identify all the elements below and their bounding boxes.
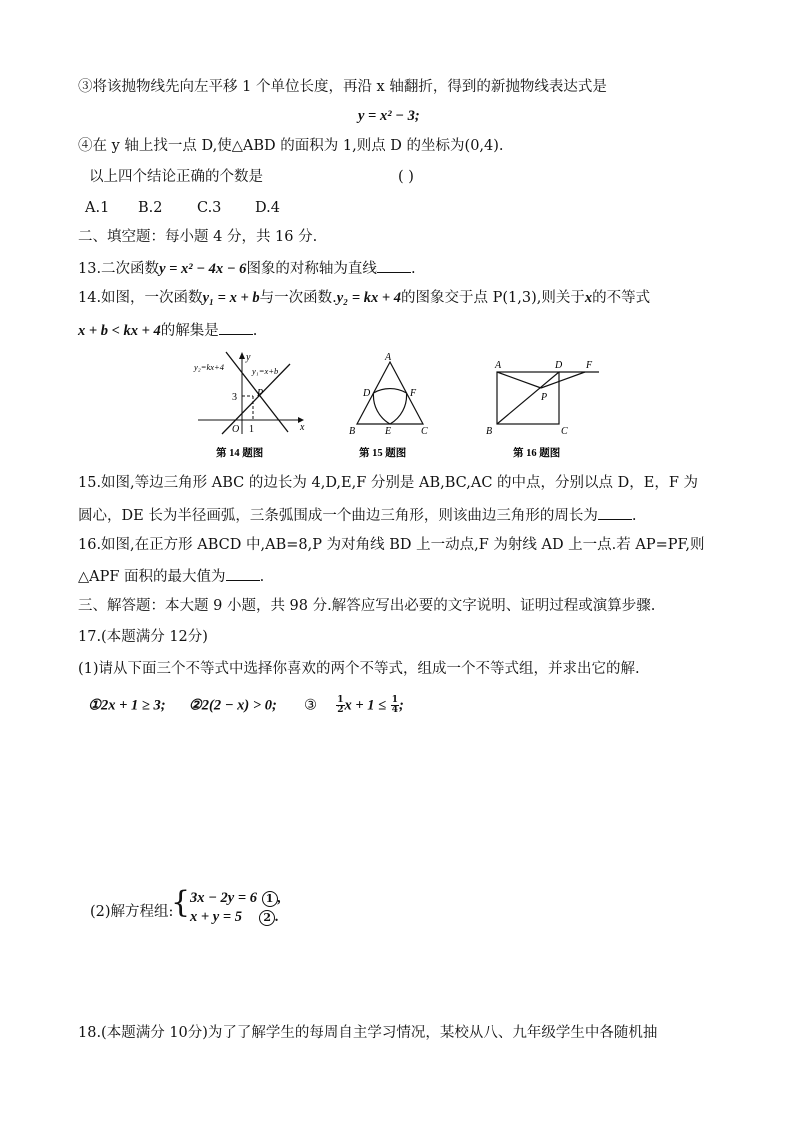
q13-post: 图象的对称轴为直线 <box>246 261 377 277</box>
fig16-label-c: C <box>561 426 568 437</box>
q17-ineq-3-end: ; <box>399 697 404 714</box>
q13 <box>78 258 416 278</box>
q17-ineq-3-mid: x + 1 ≤ <box>344 697 387 714</box>
q14-var: x <box>584 290 593 306</box>
q15-line2 <box>78 505 636 525</box>
figure-14 <box>190 350 310 466</box>
section-2-heading: 二、填空题：每小题 4 分，共 16 分. <box>78 229 318 245</box>
fig16-label-d: D <box>555 360 563 371</box>
eq2-end: . <box>275 909 279 925</box>
eq2-mark: 2 <box>259 910 275 926</box>
q13-end: . <box>410 261 416 277</box>
q17-part1: (1)请从下面三个不等式中选择你喜欢的两个不等式，组成一个不等式组，并求出它的解. <box>78 661 640 677</box>
q13-blank <box>377 258 411 273</box>
section-3-heading: 三、解答题：本大题 9 小题，共 98 分.解答应写出必要的文字说明、证明过程或演算步骤. <box>78 598 656 614</box>
figure-14-svg <box>190 350 310 462</box>
q14-post: 的图象交于点 P(1,3),则关于 <box>400 290 585 306</box>
q17-inequalities <box>88 696 404 715</box>
q15-line1: 15.如图,等边三角形 ABC 的边长为 4,D,E,F 分别是 AB,BC,AC 的中点，分别以点 D，E，F 为 <box>78 475 699 491</box>
system-eq-1 <box>190 890 281 907</box>
fig14-label-o: O <box>232 424 240 435</box>
q14-line1-end: 的不等式 <box>592 290 651 306</box>
eq1-mark: 1 <box>262 891 278 907</box>
fig14-y-arrow <box>239 352 245 359</box>
fig16-label-b: B <box>486 426 493 437</box>
q13-formula: y = x² − 4x − 6 <box>159 261 247 277</box>
q18-line1: 18.(本题满分 10分)为了了解学生的每周自主学习情况，某校从八、九年级学生中各随机抽 <box>78 1025 658 1041</box>
q16-line1: 16.如图,在正方形 ABCD 中,AB=8,P 为对角线 BD 上一动点,F 为射线 AD 上一点.若 AP=PF,则 <box>78 537 705 553</box>
fig16-diagonal-bd <box>497 372 559 424</box>
system-eq-2 <box>190 909 279 926</box>
q17-ineq-3-frac-left: $\frac{1}{2}$ <box>337 695 344 715</box>
figure-15-svg <box>345 350 441 462</box>
fig16-segment-ap <box>497 372 541 388</box>
fig14-label-3: 3 <box>232 392 237 403</box>
fig15-label-d: D <box>363 388 371 399</box>
fig14-label-y1: y₁=x+b <box>252 366 279 376</box>
figure-15 <box>345 350 441 466</box>
q14-f1: y₁ = x + b <box>202 290 260 306</box>
q12-option-a: A.1 <box>85 200 110 216</box>
q14-mid: 与一次函数. <box>259 290 337 306</box>
fig15-label-b: B <box>349 426 356 437</box>
fig15-label-a: A <box>385 352 392 363</box>
q12-option-c: C.3 <box>197 200 222 216</box>
statement-3-formula: y = x² − 3; <box>358 108 420 124</box>
fig16-segment-pf <box>541 372 585 388</box>
q17-ineq-3-frac-right: $\frac{1}{4}$ <box>391 695 399 715</box>
fig14-label-p: P <box>257 388 264 399</box>
q14-line1 <box>78 289 650 307</box>
q16-end: . <box>259 569 265 585</box>
eq1-text: 3x − 2y = 6 <box>190 890 257 906</box>
fig15-label-f: F <box>410 388 417 399</box>
q16-blank <box>226 566 260 581</box>
fig15-label-e: E <box>385 426 392 437</box>
q17-ineq-2: ②2(2 − x) > 0; <box>188 697 277 714</box>
q16-line2 <box>78 566 264 586</box>
q14-line2 <box>78 320 257 340</box>
q12-answer-paren: ( ) <box>398 169 414 185</box>
system-brace: { <box>171 885 191 920</box>
eq1-end: , <box>277 890 282 906</box>
statement-3: ③将该抛物线先向左平移 1 个单位长度，再沿 x 轴翻折，得到的新抛物线表达式是 <box>78 79 607 95</box>
q14-line2-post: 的解集是 <box>160 323 219 339</box>
q15-line2-text: 圆心，DE 长为半径画弧，三条弧围成一个曲边三角形，则该曲边三角形的周长为 <box>78 508 598 524</box>
figure-16-svg <box>485 350 609 462</box>
fig14-label-y: y <box>246 352 251 363</box>
q12-option-d: D.4 <box>255 200 280 216</box>
fig15-caption: 第 15 题图 <box>359 448 407 459</box>
fig16-label-f: F <box>586 360 593 371</box>
fig15-curved-triangle <box>373 389 406 424</box>
q17-ineq-1: ①2x + 1 ≥ 3; <box>88 697 166 714</box>
eq2-text: x + y = 5 <box>190 909 242 925</box>
fig16-label-p: P <box>541 392 548 403</box>
fig16-caption: 第 16 题图 <box>513 448 561 459</box>
fig15-label-c: C <box>421 426 428 437</box>
q12-stem: 以上四个结论正确的个数是 <box>89 169 263 185</box>
fig14-label-x: x <box>300 422 305 433</box>
q13-pre: 13.二次函数 <box>78 261 160 277</box>
q16-line2-text: △APF 面积的最大值为 <box>78 569 226 585</box>
fig14-caption: 第 14 题图 <box>216 448 264 459</box>
q14-pre: 14.如图，一次函数 <box>78 290 203 306</box>
statement-4: ④在 y 轴上找一点 D,使△ABD 的面积为 1,则点 D 的坐标为(0,4). <box>78 138 504 154</box>
q17-part2: (2)解方程组: <box>90 904 174 920</box>
q14-f2: y₂ = kx + 4 <box>336 290 401 306</box>
fig14-label-1: 1 <box>249 424 254 435</box>
q15-end: . <box>631 508 637 524</box>
fig14-label-y2: y₂=kx+4 <box>194 362 224 372</box>
figure-16 <box>485 350 609 466</box>
q12-option-b: B.2 <box>138 200 163 216</box>
fig16-label-a: A <box>495 360 502 371</box>
q14-ineq: x + b < kx + 4 <box>78 323 161 339</box>
q17-ineq-3-mark: ③ <box>304 697 318 714</box>
q15-blank <box>598 505 632 520</box>
q17-title: 17.(本题满分 12分) <box>78 629 208 645</box>
q14-blank <box>219 320 253 335</box>
q14-end: . <box>252 323 258 339</box>
